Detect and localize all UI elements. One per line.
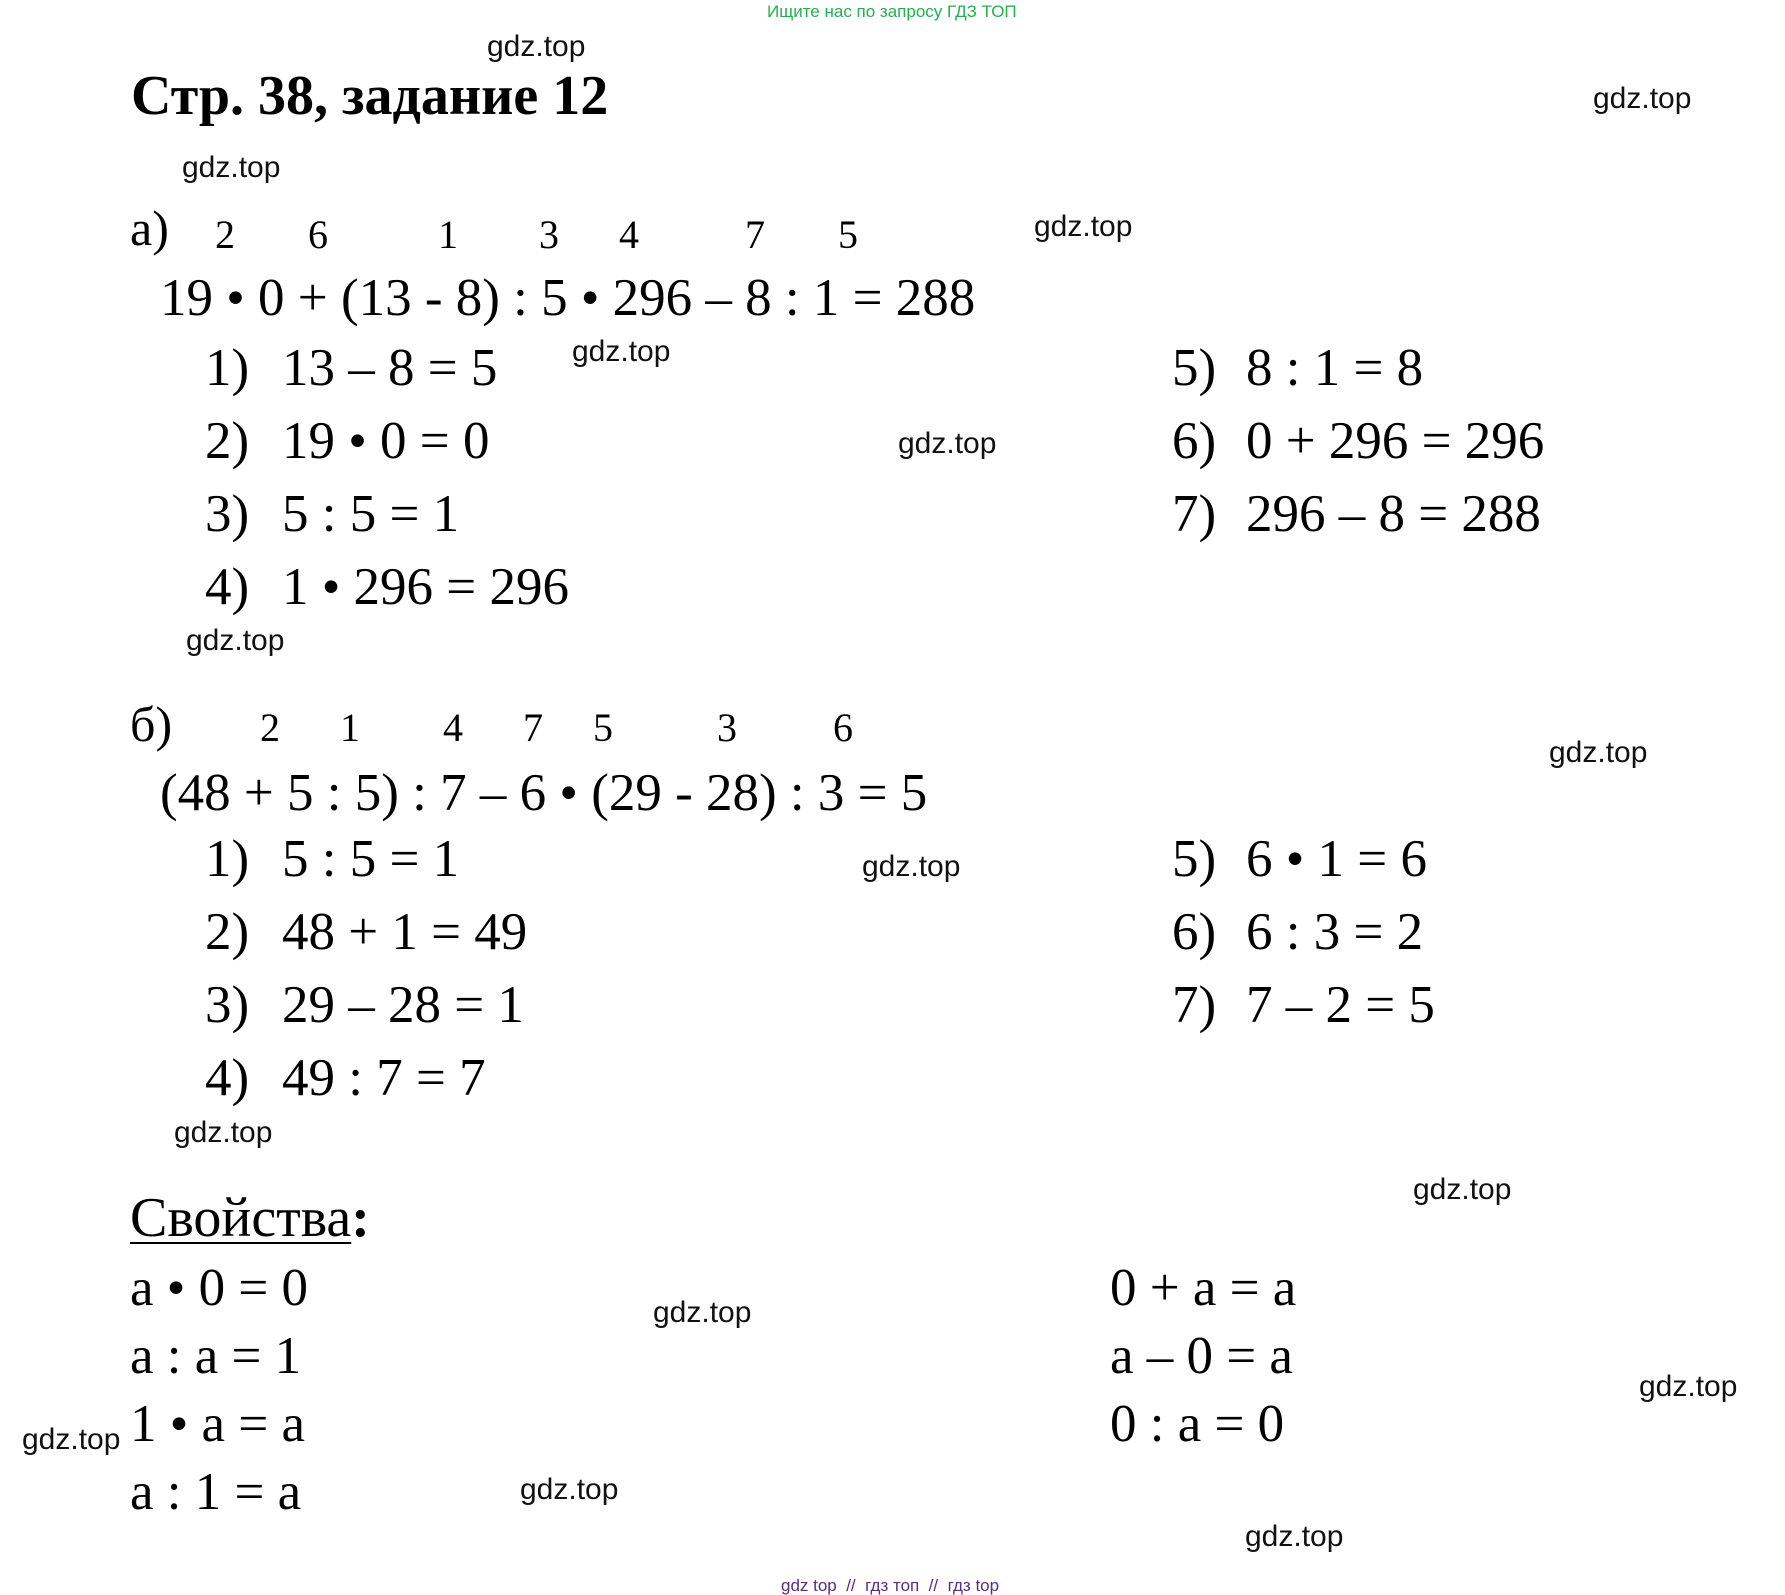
- order-number: 5: [838, 212, 858, 257]
- watermark: gdz.top: [1245, 1520, 1344, 1553]
- order-number: 6: [833, 705, 853, 750]
- property-formula: a • 0 = 0: [130, 1259, 308, 1317]
- step-equation: 0 + 296 = 296: [1246, 412, 1545, 470]
- order-number: 7: [523, 705, 543, 750]
- watermark: gdz.top: [572, 335, 671, 368]
- step-equation: 29 – 28 = 1: [282, 976, 524, 1034]
- step-equation: 1 • 296 = 296: [282, 558, 569, 616]
- watermark: gdz.top: [1593, 82, 1692, 115]
- expression-b: (48 + 5 : 5) : 7 – 6 • (29 - 28) : 3 = 5: [160, 764, 928, 822]
- watermark: gdz.top: [520, 1473, 619, 1506]
- step-equation: 7 – 2 = 5: [1246, 976, 1435, 1034]
- page-title: Стр. 38, задание 12: [131, 65, 609, 127]
- step-equation: 49 : 7 = 7: [282, 1049, 486, 1107]
- watermark: gdz.top: [1549, 736, 1648, 769]
- step-equation: 296 – 8 = 288: [1246, 485, 1541, 543]
- step-number: 1): [205, 830, 250, 888]
- watermark: gdz.top: [898, 427, 997, 460]
- property-formula: a : 1 = a: [130, 1463, 302, 1521]
- step-equation: 19 • 0 = 0: [282, 412, 490, 470]
- step-number: 5): [1172, 339, 1217, 397]
- part-a-label: а): [130, 200, 169, 256]
- expression-a: 19 • 0 + (13 - 8) : 5 • 296 – 8 : 1 = 288: [160, 269, 976, 327]
- order-number: 5: [593, 705, 613, 750]
- step-number: 2): [205, 903, 250, 961]
- step-equation: 8 : 1 = 8: [1246, 339, 1424, 397]
- part-b-label: б): [130, 696, 173, 752]
- step-number: 4): [205, 558, 250, 616]
- step-number: 2): [205, 412, 250, 470]
- step-number: 7): [1172, 976, 1217, 1034]
- top-banner: Ищите нас по запросу ГДЗ ТОП: [767, 2, 1017, 21]
- step-equation: 6 : 3 = 2: [1246, 903, 1424, 961]
- property-formula: 0 : a = 0: [1110, 1395, 1285, 1453]
- watermark: gdz.top: [1034, 210, 1133, 243]
- watermark: gdz.top: [1639, 1370, 1738, 1403]
- property-formula: a : a = 1: [130, 1327, 302, 1385]
- step-number: 6): [1172, 903, 1217, 961]
- step-equation: 13 – 8 = 5: [282, 339, 498, 397]
- watermark: gdz.top: [653, 1296, 752, 1329]
- property-formula: 0 + a = a: [1110, 1259, 1297, 1317]
- watermark: gdz.top: [174, 1116, 273, 1149]
- watermark: gdz.top: [487, 30, 586, 63]
- step-equation: 5 : 5 = 1: [282, 830, 460, 888]
- watermark: gdz.top: [1413, 1173, 1512, 1206]
- watermark: gdz.top: [182, 151, 281, 184]
- properties-heading-text: Свойства: [130, 1187, 352, 1249]
- order-number: 6: [308, 212, 328, 257]
- property-formula: a – 0 = a: [1110, 1327, 1293, 1385]
- order-number: 1: [340, 705, 360, 750]
- order-number: 4: [619, 212, 639, 257]
- order-number: 2: [215, 212, 235, 257]
- watermark: gdz.top: [22, 1423, 121, 1456]
- order-number: 2: [260, 705, 280, 750]
- order-number: 1: [438, 212, 458, 257]
- step-number: 7): [1172, 485, 1217, 543]
- order-number: 4: [443, 705, 463, 750]
- step-number: 6): [1172, 412, 1217, 470]
- order-number: 3: [539, 212, 559, 257]
- step-equation: 6 • 1 = 6: [1246, 830, 1427, 888]
- property-formula: 1 • a = a: [130, 1395, 305, 1453]
- step-number: 3): [205, 485, 250, 543]
- step-number: 3): [205, 976, 250, 1034]
- order-number: 3: [717, 705, 737, 750]
- step-equation: 48 + 1 = 49: [282, 903, 528, 961]
- watermark: gdz.top: [186, 624, 285, 657]
- properties-heading-colon: :: [351, 1187, 370, 1249]
- properties-heading: [130, 1187, 370, 1249]
- order-number: 7: [745, 212, 765, 257]
- step-equation: 5 : 5 = 1: [282, 485, 460, 543]
- watermark: gdz.top: [862, 850, 961, 883]
- step-number: 5): [1172, 830, 1217, 888]
- step-number: 4): [205, 1049, 250, 1107]
- step-number: 1): [205, 339, 250, 397]
- footer-links[interactable]: gdz top // гдз топ // гдз top: [781, 1576, 1000, 1595]
